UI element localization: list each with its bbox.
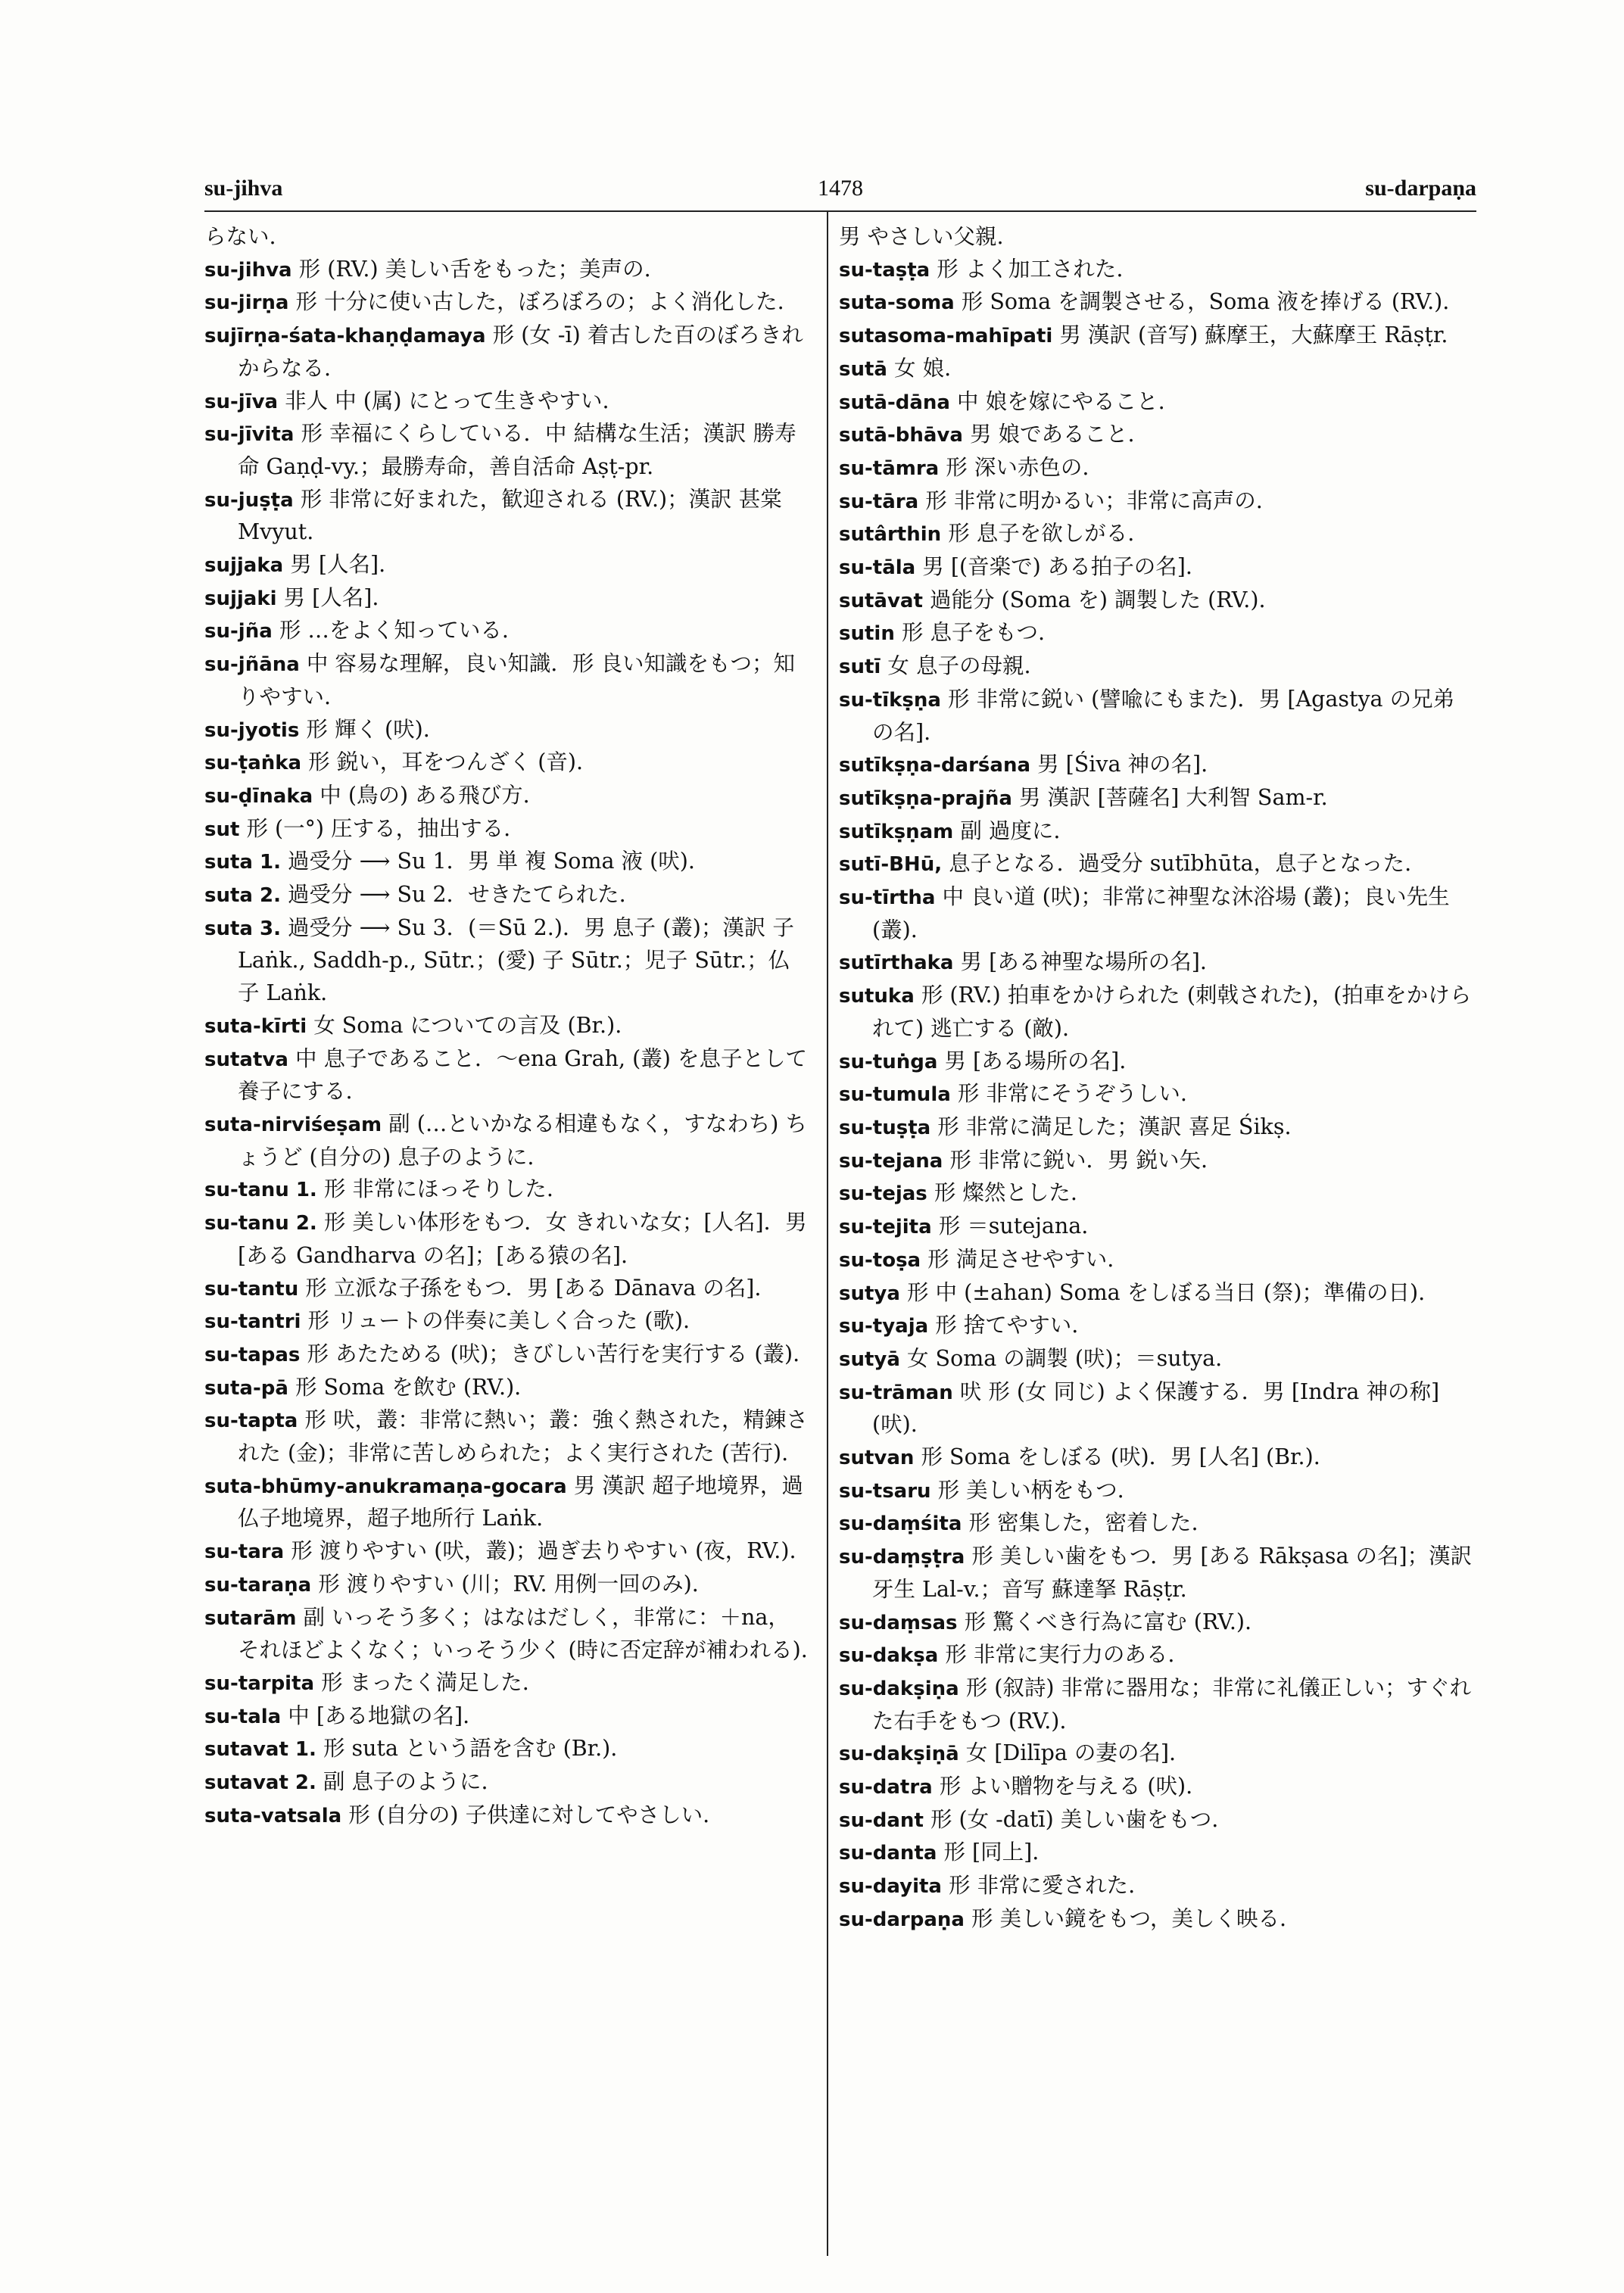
left-column <box>204 221 810 1832</box>
dictionary-entry <box>839 1837 1475 1870</box>
entry-definition: 過受分 ⟶ Su 2．せきたてられた. <box>288 882 626 908</box>
dictionary-entry <box>839 650 1475 684</box>
entry-definition: 非人 中 (属) にとって生きやすい. <box>285 388 609 413</box>
entry-definition: 形 非常に明かるい；非常に高声の. <box>925 488 1263 513</box>
entry-headword: su-tarpita <box>204 1671 315 1695</box>
entry-definition: 形 渡りやすい (吠，叢)；過ぎ去りやすい (夜，RV.). <box>291 1538 796 1564</box>
entry-headword: su-dakṣiṇā <box>839 1743 959 1766</box>
entry-definition: 形 燦然とした. <box>934 1180 1077 1206</box>
entry-headword: su-jyotis <box>204 718 300 742</box>
entry-definition: 形 あたためる (吠)；きびしい苦行を実行する (叢). <box>307 1341 800 1366</box>
entry-headword: sujjaki <box>204 587 277 610</box>
entry-definition: 形 (一°) 圧する，抽出する. <box>246 815 511 841</box>
entry-headword: su-dakṣiṇa <box>839 1677 959 1700</box>
dictionary-entry <box>839 518 1475 551</box>
dictionary-entry <box>839 1475 1475 1508</box>
entry-headword: su-tantu <box>204 1277 299 1301</box>
dictionary-entry <box>839 749 1475 782</box>
entry-definition: 形 suta という語を含む (Br.). <box>323 1736 618 1762</box>
entry-definition: 男 [(音楽で) ある拍子の名]. <box>922 554 1192 580</box>
entry-headword: suta 2. <box>204 884 281 908</box>
entry-headword: sutuka <box>839 985 915 1008</box>
entry-headword: sujjaka <box>204 554 284 578</box>
entry-definition: 中 (鳥の) ある飛び方. <box>320 782 530 808</box>
dictionary-entry <box>839 551 1475 584</box>
entry-headword: sutīkṣṇa-darśana <box>839 754 1030 777</box>
entry-definition: 中 良い道 (吠)；非常に神聖な沐浴場 (叢)；良い先生 (叢). <box>872 884 1450 942</box>
dictionary-entry <box>839 1771 1475 1804</box>
dictionary-entry <box>204 1273 810 1306</box>
dictionary-entry <box>839 1145 1475 1178</box>
entry-headword: su-daṃsas <box>839 1611 958 1634</box>
entry-headword: su-jña <box>204 620 273 643</box>
entry-definition: 男 [人名]. <box>283 584 379 610</box>
entry-definition: 形 立派な子孫をもつ．男 [ある Dānava の名]. <box>305 1275 762 1301</box>
dictionary-entry <box>839 1737 1475 1771</box>
entry-definition: 形 非常に愛された. <box>949 1873 1136 1899</box>
entry-headword: suta-vatsala <box>204 1804 342 1827</box>
entry-definition: 男 [Śiva 神の名]. <box>1037 752 1208 777</box>
dictionary-entry <box>204 254 810 287</box>
dictionary-entry <box>204 1173 810 1207</box>
entry-definition: 形 満足させやすい. <box>927 1246 1114 1272</box>
entry-definition: 形 非常に好まれた，歓迎される (RV.)；漢訳 甚棠 Mvyut. <box>238 486 782 545</box>
entry-definition: 息子となる．過受分 sutībhūta，息子となった. <box>949 851 1412 877</box>
dictionary-entry <box>204 418 810 483</box>
entry-definition: 形 驚くべき行為に富む (RV.). <box>964 1609 1252 1634</box>
dictionary-entry <box>839 1541 1475 1606</box>
dictionary-entry <box>204 746 810 780</box>
entry-headword: su-tāra <box>839 490 919 513</box>
entry-definition: 中 息子であること．～ena Grah, (叢) を息子として養子にする. <box>238 1045 807 1104</box>
dictionary-entry <box>204 813 810 846</box>
entry-headword: su-danta <box>839 1842 937 1865</box>
dictionary-entry <box>204 286 810 319</box>
dictionary-entry <box>839 1177 1475 1210</box>
entry-headword: sutavat 1. <box>204 1738 316 1762</box>
entry-definition: 形 (RV.) 拍車をかけられた (刺戟された)，(拍車をかけられて) 逃亡する (敵). <box>872 983 1472 1041</box>
entry-definition: 副 いっそう多く；はなはだしく，非常に：＋na，それほどよくなく；いっそう少く (時に否定辞が補われる). <box>238 1604 808 1663</box>
dictionary-entry <box>839 1111 1475 1145</box>
dictionary-entry <box>839 221 1475 254</box>
entry-definition: 形 …をよく知っている. <box>279 618 509 643</box>
dictionary-entry <box>204 582 810 615</box>
entry-definition: 形 Soma を調製させる，Soma 液を捧げる (RV.). <box>961 289 1450 315</box>
entry-definition: 女 息子の母親. <box>887 653 1031 679</box>
entry-headword: su-dayita <box>839 1875 942 1899</box>
entry-headword: suta-kīrti <box>204 1014 307 1038</box>
dictionary-entry <box>204 1733 810 1766</box>
dictionary-entry <box>839 815 1475 849</box>
entry-definition: 形 吠，叢：非常に熱い；叢：強く熱された，精錬された (金)；非常に苦しめられた；よく実行された (苦行). <box>238 1407 808 1466</box>
entry-headword: sutin <box>839 622 895 646</box>
entry-definition: 過能分 (Soma を) 調製した (RV.). <box>929 587 1266 612</box>
entry-definition: 形 (自分の) 子供達に対してやさしい. <box>348 1802 710 1827</box>
entry-headword: su-tāmra <box>839 456 940 480</box>
dictionary-entry <box>839 1277 1475 1310</box>
dictionary-entry <box>839 1903 1475 1936</box>
entry-headword: su-jirṇa <box>204 291 289 315</box>
dictionary-entry <box>839 1078 1475 1111</box>
header-right-guideword: su-darpaṇa <box>1365 176 1476 201</box>
entry-headword: sutasoma-mahīpati <box>839 325 1053 348</box>
entry-headword: su-trāman <box>839 1381 953 1404</box>
dictionary-entry <box>204 879 810 912</box>
dictionary-entry <box>839 1507 1475 1541</box>
entry-headword: sutāvat <box>839 589 923 612</box>
column-divider <box>827 212 828 2256</box>
entry-headword: su-tyaja <box>839 1315 929 1338</box>
entry-headword: su-taṣṭa <box>839 258 930 282</box>
dictionary-entry <box>839 848 1475 881</box>
dictionary-entry <box>204 1535 810 1569</box>
entry-definition: 形 息子を欲しがる. <box>948 521 1135 547</box>
dictionary-entry <box>204 780 810 813</box>
entry-definition: 形 まったく満足した. <box>321 1669 529 1695</box>
entry-definition: 女 [Dilīpa の妻の名]. <box>965 1740 1177 1766</box>
entry-definition: 副 (…といかなる相違もなく，すなわち) ちょうど (自分の) 息子のように. <box>238 1111 807 1170</box>
dictionary-entry <box>839 684 1475 749</box>
dictionary-entry <box>204 1207 810 1272</box>
dictionary-entry <box>839 1639 1475 1672</box>
entry-headword: su-tapta <box>204 1410 298 1433</box>
entry-headword: suta-nirviśeṣam <box>204 1113 382 1136</box>
entry-definition: 形 美しい柄をもつ. <box>937 1477 1124 1503</box>
right-column <box>839 221 1475 1936</box>
dictionary-entry <box>839 1045 1475 1079</box>
entry-definition: 形 美しい歯をもつ．男 [ある Rākṣasa の名]；漢訳 牙生 Lal-v.；音写 蘇達拏 Rāṣṭr. <box>872 1544 1473 1602</box>
entry-definition: 過受分 ⟶ Su 3．(＝Sū 2.)．男 息子 (叢)；漢訳 子 Laṅk., Saddh-p., Sūtr.；(愛) 子 Sūtr.；児子 Sūtr.；仏子 Laṅk. <box>238 914 794 1006</box>
dictionary-entry <box>839 980 1475 1045</box>
entry-headword: sutī-BHū, <box>839 853 943 877</box>
dictionary-entry <box>839 881 1475 946</box>
entry-headword: su-tanu 1. <box>204 1179 317 1202</box>
entry-definition: 吠 形 (女 同じ) よく保護する．男 [Indra 神の称] (吠). <box>872 1379 1440 1438</box>
entry-definition: らない. <box>204 224 276 249</box>
entry-definition: 男 [ある場所の名]. <box>944 1048 1127 1073</box>
entry-definition: 女 Soma についての言及 (Br.). <box>313 1012 622 1038</box>
entry-definition: 形 非常に実行力のある. <box>945 1642 1175 1668</box>
dictionary-entry <box>839 254 1475 287</box>
dictionary-entry <box>839 1310 1475 1343</box>
entry-headword: su-tala <box>204 1705 282 1728</box>
entry-headword: su-ḍīnaka <box>204 784 313 808</box>
entry-headword: su-datra <box>839 1776 933 1799</box>
entry-definition: 女 Soma の調製 (吠)；＝sutya. <box>906 1345 1223 1371</box>
entry-definition: 男 漢訳 [菩薩名] 大利智 Sam-r. <box>1018 784 1328 810</box>
dictionary-entry <box>204 1569 810 1602</box>
entry-definition: 形 ＝sutejana. <box>938 1213 1089 1239</box>
entry-definition: 男 やさしい父親. <box>839 224 1004 249</box>
dictionary-entry <box>204 1700 810 1734</box>
entry-definition: 形 よく加工された. <box>937 256 1124 282</box>
entry-headword: sut <box>204 818 240 841</box>
page-number: 1478 <box>818 176 863 201</box>
entry-definition: 男 漢訳 (音写) 蘇摩王，大蘇摩王 Rāṣṭr. <box>1059 322 1448 348</box>
entry-headword: su-tumula <box>839 1083 951 1107</box>
entry-headword: sutavat 2. <box>204 1771 316 1795</box>
entry-definition: 男 漢訳 超子地境界，過仏子地境界，超子地所行 Laṅk. <box>238 1472 803 1531</box>
entry-headword: su-dakṣa <box>839 1644 939 1668</box>
dictionary-entry <box>204 1305 810 1338</box>
dictionary-entry <box>204 1338 810 1372</box>
entry-definition: 形 よい贈物を与える (吠). <box>939 1774 1193 1799</box>
dictionary-entry <box>839 485 1475 519</box>
entry-headword: su-tīkṣṇa <box>839 688 941 712</box>
dictionary-entry <box>204 1667 810 1700</box>
dictionary-entry <box>204 912 810 1010</box>
dictionary-entry <box>839 1343 1475 1376</box>
entry-definition: 形 (叙詩) 非常に器用な；非常に礼儀正しい；すぐれた右手をもつ (RV.). <box>872 1675 1472 1734</box>
entry-headword: su-jihva <box>204 258 292 282</box>
dictionary-entry <box>204 1404 810 1469</box>
entry-headword: sutârthin <box>839 523 942 547</box>
entry-headword: suta-pā <box>204 1376 288 1400</box>
entry-headword: suta 3. <box>204 917 281 940</box>
entry-definition: 形 (女 -datī) 美しい歯をもつ. <box>930 1806 1219 1832</box>
entry-definition: 形 鋭い，耳をつんざく (音). <box>308 749 584 775</box>
entry-definition: 形 (RV.) 美しい舌をもった；美声の. <box>298 256 651 282</box>
dictionary-entry <box>839 386 1475 419</box>
entry-headword: su-daṃśita <box>839 1513 962 1536</box>
entry-definition: 男 [人名]. <box>290 552 386 578</box>
dictionary-entry <box>839 782 1475 815</box>
entry-headword: su-toṣa <box>839 1248 921 1272</box>
entry-headword: sutā-bhāva <box>839 424 963 447</box>
entry-headword: su-tejana <box>839 1149 943 1173</box>
entry-headword: su-tsaru <box>839 1479 931 1503</box>
entry-headword: su-tuṣṭa <box>839 1116 931 1139</box>
running-header <box>204 176 1476 206</box>
entry-definition: 形 (女 -ī) 着古した百のぼろきれからなる. <box>238 322 803 381</box>
dictionary-entry <box>204 1766 810 1799</box>
dictionary-entry <box>204 1043 810 1108</box>
entry-headword: sutā-dāna <box>839 391 950 414</box>
entry-headword: su-dant <box>839 1809 924 1832</box>
entry-definition: 形 非常にほっそりした. <box>323 1176 553 1202</box>
entry-headword: suta-soma <box>839 291 955 315</box>
header-left-guideword: su-jihva <box>204 176 283 201</box>
entry-definition: 女 娘. <box>894 355 952 381</box>
entry-headword: sutya <box>839 1282 900 1305</box>
dictionary-entry <box>204 648 810 713</box>
entry-headword: su-jīva <box>204 390 279 413</box>
entry-definition: 中 容易な理解，良い知識．形 良い知識をもつ；知りやすい. <box>238 651 795 709</box>
dictionary-entry <box>839 1804 1475 1837</box>
entry-definition: 形 非常に鋭い．男 鋭い矢. <box>949 1147 1208 1173</box>
entry-headword: su-tuṅga <box>839 1050 938 1073</box>
entry-headword: sutīkṣṇa-prajña <box>839 787 1012 810</box>
dictionary-entry <box>839 286 1475 319</box>
dictionary-entry <box>204 385 810 419</box>
entry-definition: 形 幸福にくらしている．中 結構な生活；漢訳 勝寿命 Gaṇḍ-vy.；最勝寿命，善自活命 Aṣṭ-pr. <box>238 421 796 479</box>
entry-headword: su-tara <box>204 1541 285 1564</box>
entry-definition: 形 非常に鋭い (譬喩にもまた)．男 [Agastya の兄弟の名]. <box>872 686 1455 745</box>
entry-headword: sutvan <box>839 1447 915 1470</box>
entry-definition: 形 十分に使い古した，ぼろぼろの；よく消化した. <box>295 289 784 315</box>
entry-headword: sutatva <box>204 1048 288 1071</box>
dictionary-entry <box>839 452 1475 485</box>
entry-definition: 形 リュートの伴奏に美しく合った (歌). <box>307 1308 690 1334</box>
dictionary-entry <box>839 1441 1475 1475</box>
entry-definition: 過受分 ⟶ Su 1．男 単 複 Soma 液 (吠). <box>288 849 695 874</box>
entry-headword: sutarām <box>204 1606 297 1630</box>
entry-definition: 中 [ある地獄の名]. <box>288 1703 470 1728</box>
entry-definition: 形 美しい鏡をもつ，美しく映る. <box>971 1905 1287 1931</box>
dictionary-entry <box>204 221 810 254</box>
entry-definition: 形 息子をもつ. <box>901 620 1046 646</box>
entry-headword: su-daṃṣṭra <box>839 1546 965 1569</box>
entry-definition: 形 捨てやすい. <box>935 1313 1079 1338</box>
entry-headword: su-tapas <box>204 1343 301 1366</box>
entry-headword: su-tāla <box>839 556 916 580</box>
dictionary-entry <box>839 1210 1475 1244</box>
entry-headword: sutīrthaka <box>839 952 954 975</box>
dictionary-entry <box>204 484 810 549</box>
entry-definition: 形 Soma を飲む (RV.). <box>295 1374 522 1400</box>
entry-headword: su-tantri <box>204 1310 301 1334</box>
dictionary-entry <box>839 1376 1475 1441</box>
entry-headword: sutīkṣṇam <box>839 820 954 843</box>
entry-definition: 形 Soma をしぼる (吠)．男 [人名] (Br.). <box>921 1444 1320 1470</box>
header-rule <box>204 210 1476 212</box>
entry-headword: sutyā <box>839 1347 900 1371</box>
entry-definition: 形 輝く (吠). <box>306 716 430 742</box>
entry-headword: su-juṣṭa <box>204 488 294 512</box>
dictionary-entry <box>839 419 1475 452</box>
dictionary-entry <box>839 1672 1475 1737</box>
dictionary-entry <box>839 1606 1475 1640</box>
dictionary-entry <box>204 1108 810 1173</box>
entry-headword: suta-bhūmy-anukramaṇa-gocara <box>204 1475 567 1498</box>
dictionary-entry <box>204 1602 810 1667</box>
entry-definition: 中 娘を嫁にやること. <box>957 388 1165 414</box>
entry-headword: su-jñāna <box>204 653 300 677</box>
entry-headword: su-tīrtha <box>839 886 936 910</box>
dictionary-entry <box>839 584 1475 618</box>
dictionary-entry <box>204 1010 810 1043</box>
dictionary-entry <box>839 617 1475 650</box>
dictionary-entry <box>204 1372 810 1405</box>
entry-headword: su-ṭaṅka <box>204 752 302 775</box>
dictionary-entry <box>839 1244 1475 1277</box>
entry-headword: su-tejita <box>839 1216 932 1239</box>
entry-headword: su-darpaṇa <box>839 1908 965 1931</box>
dictionary-entry <box>204 549 810 582</box>
entry-definition: 形 深い赤色の. <box>946 454 1089 480</box>
dictionary-entry <box>204 615 810 648</box>
dictionary-entry <box>204 1470 810 1535</box>
entry-definition: 形 美しい体形をもつ．女 きれいな女；[人名]．男 [ある Gandharva の名]；[ある猿の名]. <box>238 1210 807 1268</box>
entry-headword: su-taraṇa <box>204 1573 312 1597</box>
entry-definition: 副 息子のように. <box>323 1769 488 1795</box>
dictionary-entry <box>839 1870 1475 1903</box>
entry-headword: sujīrṇa-śata-khaṇḍamaya <box>204 325 486 348</box>
dictionary-entry <box>204 714 810 747</box>
entry-headword: su-tejas <box>839 1182 927 1206</box>
dictionary-entry <box>839 946 1475 980</box>
entry-definition: 形 [同上]. <box>943 1840 1040 1865</box>
entry-definition: 形 密集した，密着した. <box>968 1510 1199 1536</box>
dictionary-entry <box>204 1799 810 1833</box>
entry-definition: 男 娘であること. <box>969 422 1135 447</box>
entry-headword: sutā <box>839 357 887 381</box>
entry-definition: 形 渡りやすい (川；RV. 用例一回のみ). <box>318 1571 699 1597</box>
entry-definition: 形 非常に満足した；漢訳 喜足 Śikṣ. <box>937 1114 1292 1139</box>
dictionary-entry <box>204 846 810 879</box>
entry-headword: su-tanu 2. <box>204 1212 317 1235</box>
entry-definition: 男 [ある神聖な場所の名]. <box>960 949 1207 975</box>
entry-definition: 形 非常にそうぞうしい. <box>957 1081 1187 1107</box>
dictionary-entry <box>839 353 1475 386</box>
dictionary-entry <box>839 319 1475 353</box>
entry-headword: su-jīvita <box>204 423 295 447</box>
entry-definition: 副 過度に. <box>960 818 1061 843</box>
entry-headword: suta 1. <box>204 851 281 874</box>
entry-definition: 形 中 (±ahan) Soma をしぼる当日 (祭)；準備の日). <box>906 1279 1426 1305</box>
entry-headword: sutī <box>839 656 881 679</box>
dictionary-entry <box>204 319 810 385</box>
